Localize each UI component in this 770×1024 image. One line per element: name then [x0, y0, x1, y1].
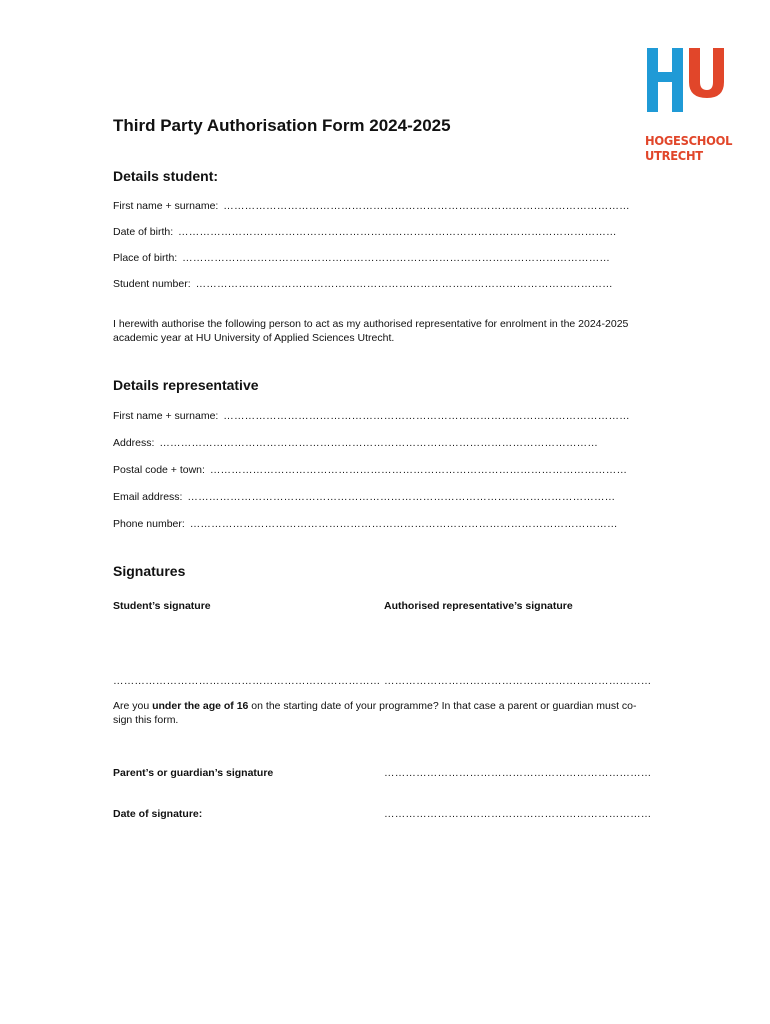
field-label: First name + surname:	[113, 200, 219, 212]
field-dots: …………………………………………………………………………………………………………	[187, 491, 616, 503]
guardian-signature-line[interactable]: …………………………………………………………………	[384, 767, 652, 779]
field-dots: ……………………………………………………………………………………………………………	[178, 226, 617, 238]
hu-logo-mark-icon	[645, 46, 725, 116]
age-notice-prefix: Are you	[113, 700, 153, 712]
field-dots: ………………………………………………………………………………………………………	[195, 278, 613, 290]
field-label: Postal code + town:	[113, 464, 205, 476]
representative-postal-town-field[interactable]	[113, 464, 636, 476]
field-label: Address:	[113, 437, 155, 449]
field-dots: ……………………………………………………………………………………………………	[223, 410, 630, 422]
age-notice-bold: under the age of 16	[152, 700, 249, 712]
guardian-signature-label: Parent’s or guardian’s signature	[113, 767, 274, 779]
field-label: Phone number:	[113, 518, 185, 530]
field-label: Email address:	[113, 491, 183, 503]
field-dots: ……………………………………………………………………………………………………	[223, 200, 630, 212]
student-place-of-birth-field[interactable]	[113, 252, 636, 264]
student-details-heading: Details student:	[113, 168, 219, 184]
student-name-field[interactable]	[113, 200, 636, 212]
date-of-signature-label: Date of signature:	[113, 808, 203, 820]
age-notice	[113, 700, 643, 727]
representative-email-field[interactable]	[113, 491, 636, 503]
hu-logo-wordmark	[645, 133, 732, 163]
field-dots: ……………………………………………………………………………………………………………	[159, 437, 599, 449]
representative-name-field[interactable]	[113, 410, 636, 422]
representative-signature-label: Authorised representative’s signature	[384, 600, 573, 612]
field-label: First name + surname:	[113, 410, 219, 422]
student-signature-label: Student’s signature	[113, 600, 211, 612]
field-label: Date of birth:	[113, 226, 174, 238]
logo-line-1: HOGESCHOOL	[645, 133, 733, 148]
form-title: Third Party Authorisation Form 2024-2025	[113, 116, 451, 135]
age-notice-suffix: on the starting date of your programme? In that case a parent or guardian must co-sign this form.	[113, 700, 637, 726]
student-number-field[interactable]	[113, 278, 636, 290]
field-dots: …………………………………………………………………………………………………………	[189, 518, 618, 530]
field-dots: ………………………………………………………………………………………………………	[209, 464, 628, 476]
logo-line-2: UTRECHT	[645, 148, 703, 163]
field-label: Student number:	[113, 278, 191, 290]
representative-address-field[interactable]	[113, 437, 636, 449]
representative-signature-line[interactable]: …………………………………………………………………	[384, 675, 652, 687]
field-label: Place of birth:	[113, 252, 178, 264]
field-dots: …………………………………………………………………………………………………………	[182, 252, 611, 264]
student-signature-line[interactable]: …………………………………………………………………	[113, 675, 381, 687]
date-of-signature-line[interactable]: …………………………………………………………………	[384, 808, 652, 820]
representative-details-heading: Details representative	[113, 377, 259, 393]
authorisation-statement: I herewith authorise the following person to act as my authorised representative for enrolment in the 2024-2025 academic year at HU University of Applied Sciences Utrecht.	[113, 318, 629, 344]
representative-phone-field[interactable]	[113, 518, 636, 530]
signatures-heading: Signatures	[113, 563, 186, 579]
student-dob-field[interactable]	[113, 226, 636, 238]
